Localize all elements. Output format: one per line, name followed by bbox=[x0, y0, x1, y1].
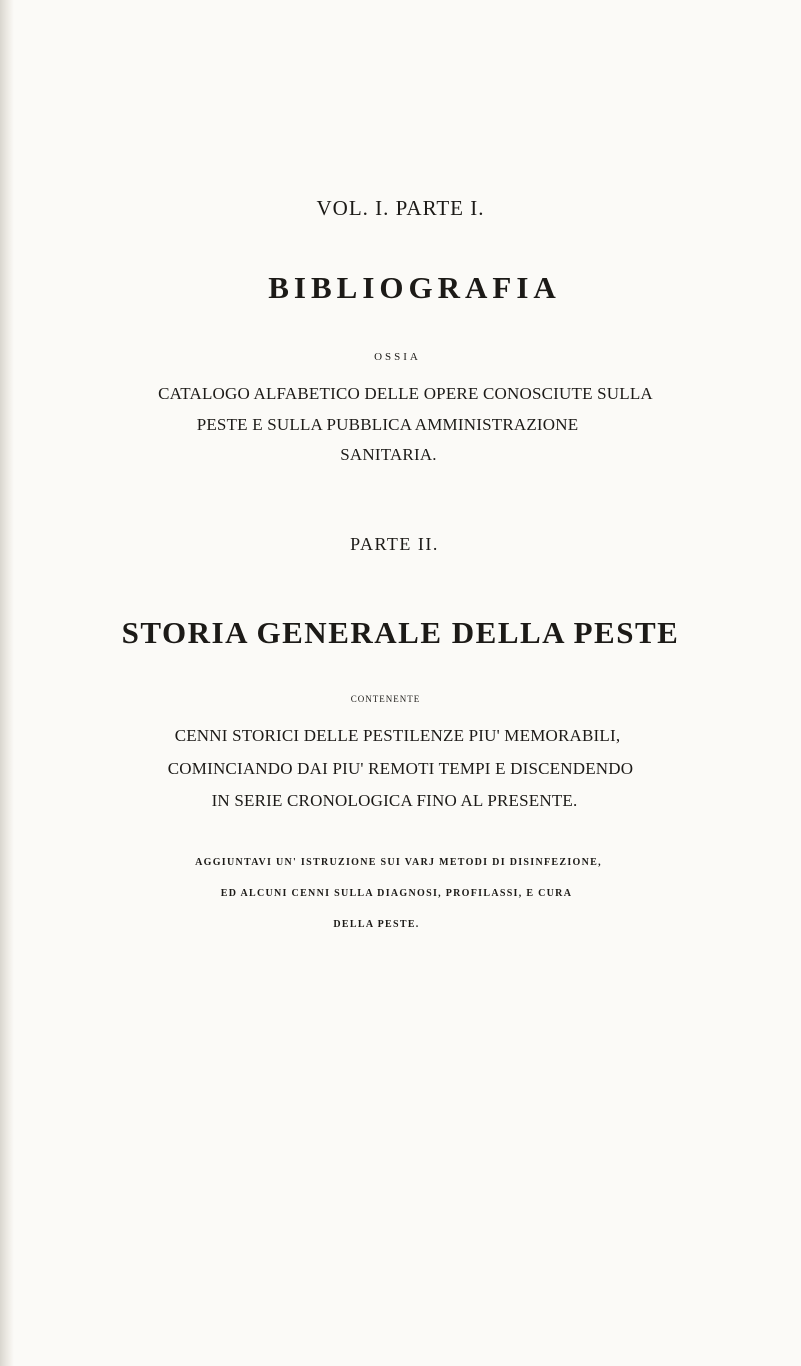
aggiuntavi-line-1: AGGIUNTAVI UN' ISTRUZIONE SUI VARJ METODI DI DISINFEZIONE, bbox=[195, 857, 602, 868]
main-title: BIBLIOGRAFIA bbox=[268, 270, 561, 305]
ossia-line: OSSIA bbox=[374, 351, 421, 363]
cenni-line-3: IN SERIE CRONOLOGICA FINO AL PRESENTE. bbox=[211, 791, 578, 810]
aggiuntavi-line-2: ED ALCUNI CENNI SULLA DIAGNOSI, PROFILASSI, E CURA bbox=[220, 888, 573, 899]
volume-line: VOL. I. PARTE I. bbox=[316, 196, 485, 220]
aggiuntavi-line-3: DELLA PESTE. bbox=[333, 919, 420, 930]
catalogo-line-1: CATALOGO ALFABETICO DELLE OPERE CONOSCIUTE SULLA bbox=[158, 384, 653, 403]
cenni-line-1: CENNI STORICI DELLE PESTILENZE PIU' MEMORABILI, bbox=[174, 726, 621, 745]
second-title: STORIA GENERALE DELLA PESTE bbox=[121, 615, 680, 650]
catalogo-line-3: SANITARIA. bbox=[340, 445, 437, 464]
cenni-line-2: COMINCIANDO DAI PIU' REMOTI TEMPI E DISCENDENDO bbox=[167, 759, 634, 778]
catalogo-line-2: PESTE E SULLA PUBBLICA AMMINISTRAZIONE bbox=[196, 415, 579, 434]
part-two-heading: PARTE II. bbox=[350, 534, 439, 554]
contenente-line: CONTENENTE bbox=[350, 694, 421, 704]
